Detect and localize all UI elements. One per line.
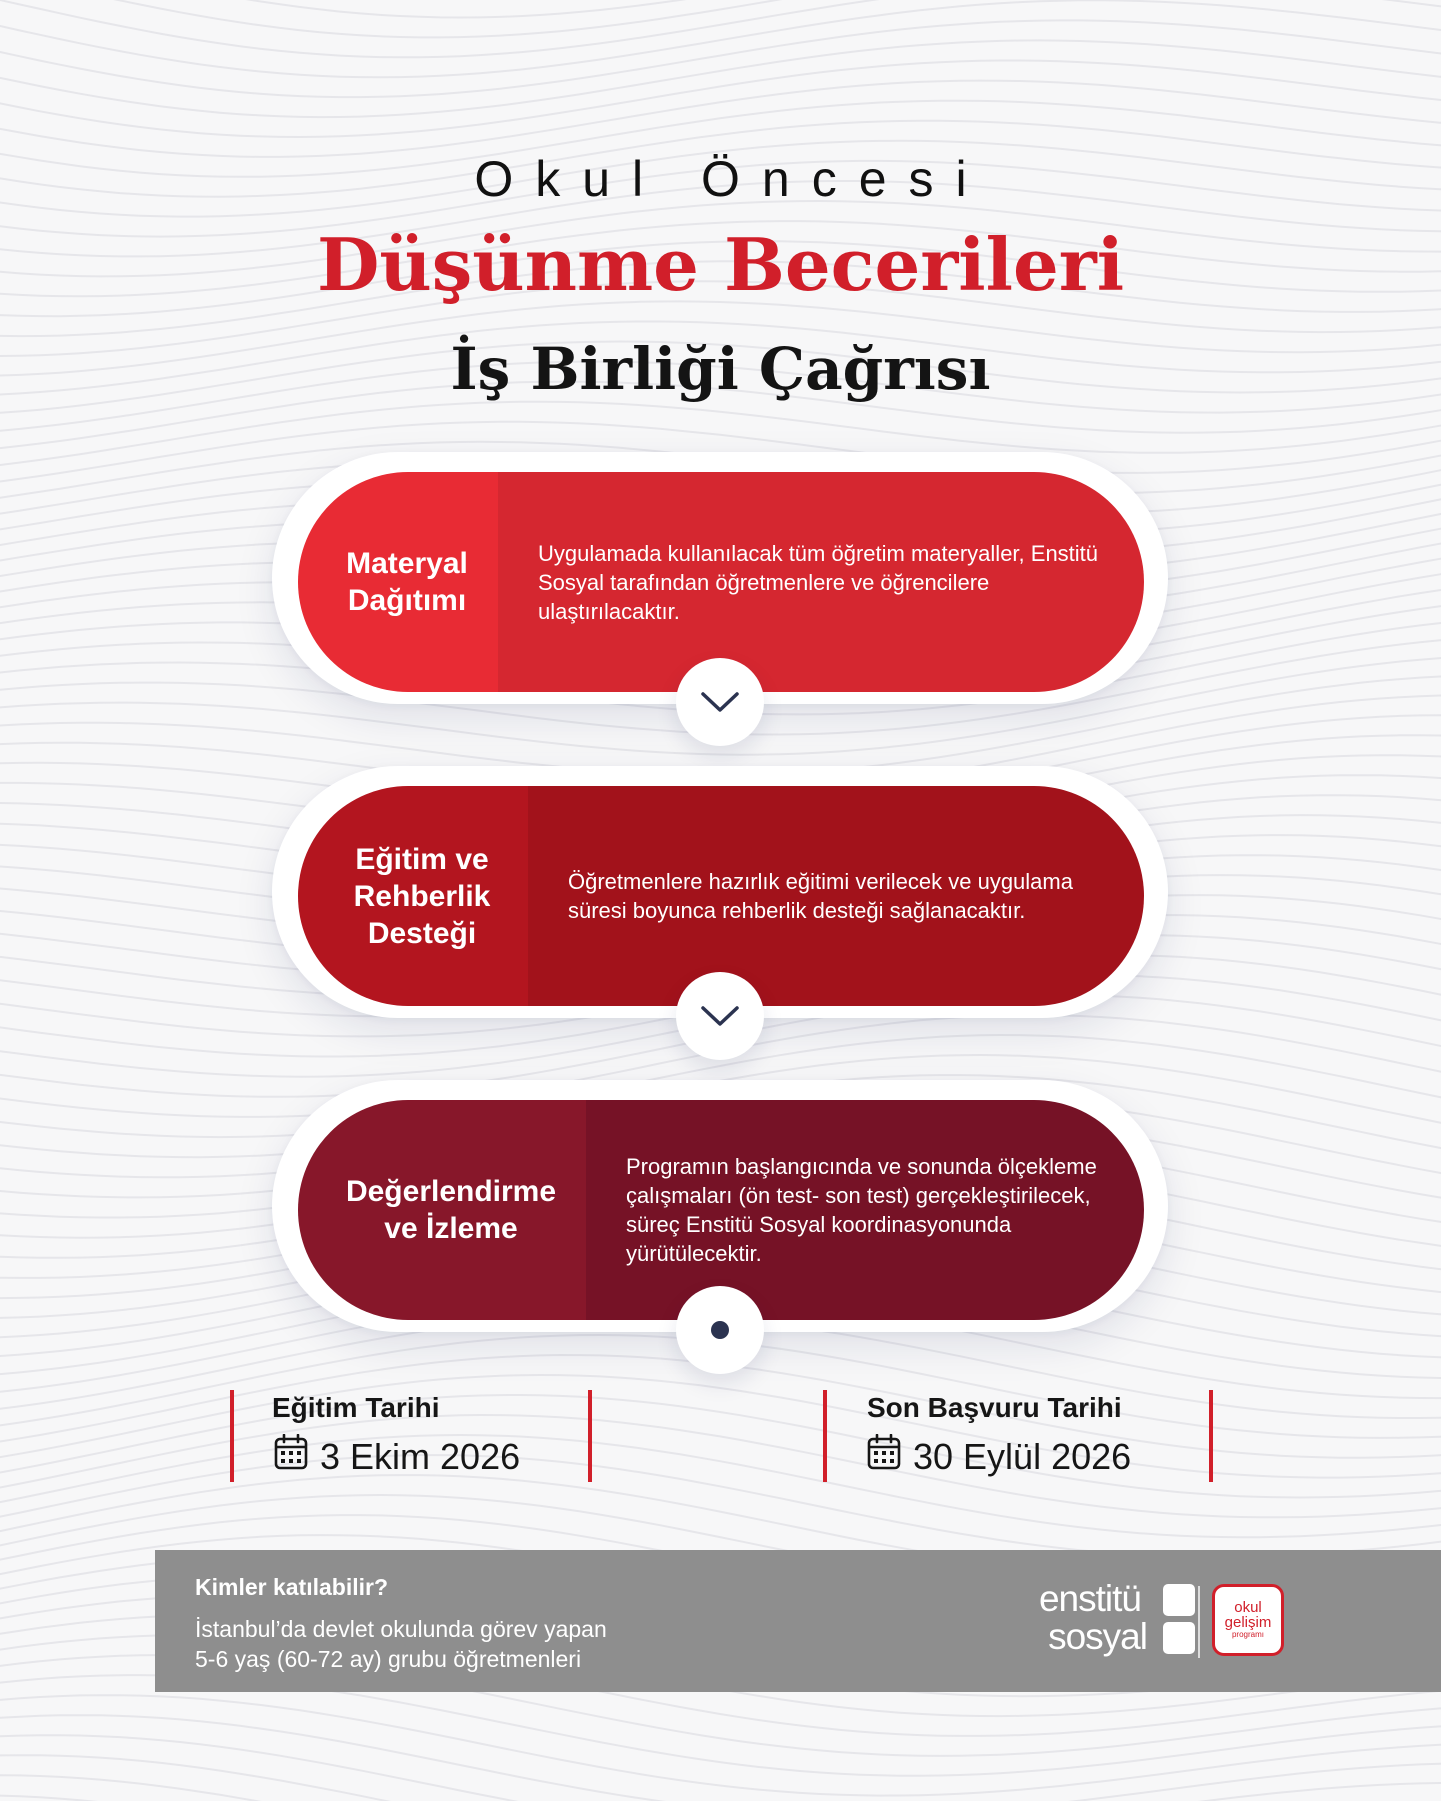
- chevron-down-icon: [676, 972, 764, 1060]
- deadline-date-text: 30 Eylül 2026: [913, 1435, 1132, 1477]
- step-title-line: Değerlendirme: [345, 1175, 557, 1208]
- footer-banner: [155, 1550, 1441, 1692]
- calendar-icon: [867, 1434, 901, 1479]
- step-description: Öğretmenlere hazırlık eğitimi verilecek ve uygulama süresi boyunca rehberlik desteği sağlanacaktır.: [528, 786, 1144, 1006]
- enstitu-sosyal-logo: [1015, 1578, 1195, 1662]
- eligibility-question: Kimler katılabilir?: [195, 1574, 389, 1600]
- calendar-icon: [274, 1434, 308, 1479]
- step-card-materyal: [272, 452, 1168, 704]
- dot-icon: [676, 1286, 764, 1374]
- date-divider: [230, 1390, 234, 1482]
- eligibility-line: 5-6 yaş (60-72 ay) grubu öğretmenleri: [195, 1646, 582, 1672]
- step-title: [298, 472, 498, 692]
- step-description: Uygulamada kullanılacak tüm öğretim materyaller, Enstitü Sosyal tarafından öğretmenlere ve öğrencilere ulaştırılacaktır.: [498, 472, 1144, 692]
- logo-text-line: enstitü: [1038, 1578, 1141, 1619]
- date-divider: [823, 1390, 827, 1482]
- logo-square: [1163, 1584, 1195, 1616]
- okul-gelisim-logo: [1212, 1584, 1284, 1656]
- badge-line: okul: [1234, 1599, 1262, 1616]
- deadline-date-value: [867, 1434, 1131, 1479]
- training-date-text: 3 Ekim 2026: [320, 1435, 521, 1477]
- date-divider: [588, 1390, 592, 1482]
- training-date-label: Eğitim Tarihi: [272, 1392, 440, 1423]
- training-date-block: [230, 1390, 595, 1482]
- step-card-egitim: [272, 766, 1168, 1018]
- logo-text-line: sosyal: [1048, 1616, 1147, 1657]
- training-date-value: [274, 1434, 520, 1479]
- step-title-line: Eğitim ve: [355, 842, 489, 876]
- page-title: Düşünme Becerileri: [316, 222, 1125, 307]
- step-description: Programın başlangıcında ve sonunda ölçekleme çalışmaları (ön test- son test) gerçekleştirilecek, süreç Enstitü Sosyal koordinasyonunda yürütülecektir.: [586, 1100, 1144, 1320]
- step-title-line: Materyal: [346, 547, 468, 580]
- logo-square: [1163, 1622, 1195, 1654]
- date-divider: [1209, 1390, 1213, 1482]
- step-title: [298, 1100, 586, 1320]
- eligibility-line: İstanbul’da devlet okulunda görev yapan: [195, 1616, 607, 1642]
- pre-title: Okul Öncesi: [474, 151, 989, 207]
- deadline-date-label: Son Başvuru Tarihi: [867, 1392, 1122, 1423]
- deadline-date-block: [823, 1390, 1213, 1482]
- chevron-down-icon: [676, 658, 764, 746]
- step-title-line: Dağıtımı: [347, 584, 467, 617]
- step-title-line: ve İzleme: [384, 1212, 518, 1245]
- step-title-line: Desteği: [367, 916, 477, 950]
- step-card-degerlendirme: [272, 1080, 1168, 1332]
- badge-line: programı: [1231, 1630, 1264, 1639]
- step-title-line: Rehberlik: [353, 879, 491, 913]
- page-subtitle: İş Birliği Çağrısı: [450, 335, 991, 403]
- logo-divider: [1198, 1586, 1200, 1658]
- step-title: [298, 786, 528, 1006]
- badge-line: gelişim: [1224, 1614, 1272, 1631]
- eligibility-answer: [195, 1614, 755, 1674]
